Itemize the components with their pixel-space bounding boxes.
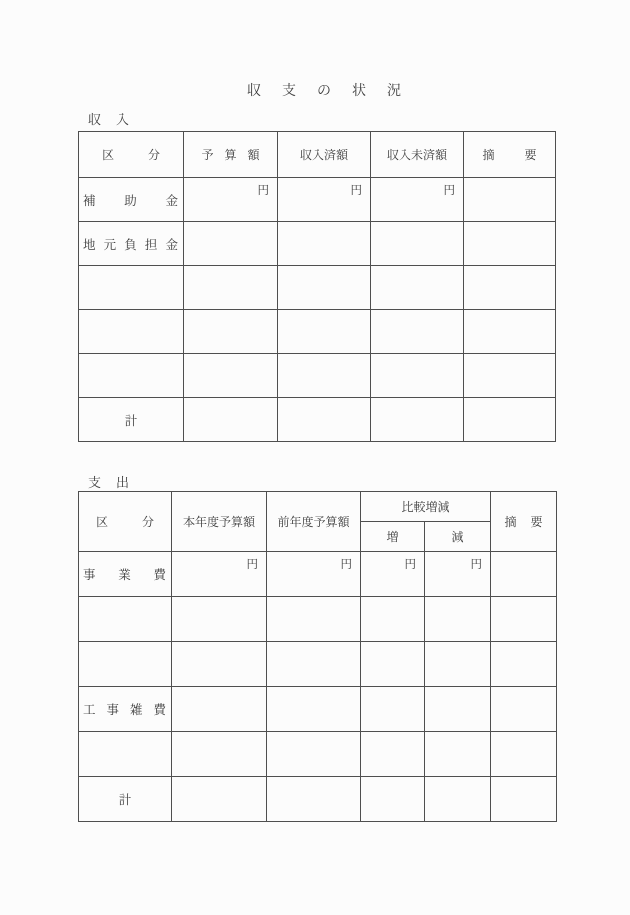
- yen-unit-label: 円: [340, 559, 352, 571]
- income-header-remarks: [464, 132, 556, 178]
- increase-cell: [361, 687, 425, 732]
- remarks-cell: [464, 266, 556, 310]
- expense-header-comparison-label: 比較増減: [401, 500, 450, 514]
- total-label-cell: 計: [79, 777, 172, 822]
- category-cell: [79, 687, 172, 732]
- remarks-cell: [464, 178, 556, 222]
- page-title: 収支の状況: [247, 84, 422, 99]
- expense-row-total: [79, 777, 557, 822]
- expense-header-decrease-label: 減: [451, 530, 464, 544]
- yen-unit-label: 円: [470, 559, 483, 571]
- received-amount-cell: [278, 354, 371, 398]
- outstanding-amount-cell: [371, 266, 464, 310]
- category-label: 工 事 雑 費: [83, 703, 166, 717]
- expense-header-previous-budget: [267, 492, 361, 552]
- remarks-cell: [491, 642, 557, 687]
- expense-header-current-budget-label: 本年度予算額: [182, 515, 255, 529]
- expense-header-increase-label: 増: [386, 530, 399, 544]
- current-budget-cell: [172, 642, 267, 687]
- expense-row-empty: [79, 732, 557, 777]
- income-table: [78, 131, 556, 442]
- category-cell: [79, 354, 184, 398]
- income-header-category-label: 区 分: [102, 148, 160, 162]
- decrease-cell: [425, 732, 491, 777]
- category-cell: [79, 552, 172, 597]
- category-cell: [79, 732, 172, 777]
- expense-row-empty: [79, 597, 557, 642]
- received-amount-cell: [278, 222, 371, 266]
- current-budget-cell: [172, 597, 267, 642]
- remarks-cell: [491, 552, 557, 597]
- increase-cell: [361, 642, 425, 687]
- income-header-outstanding-label: 収入未済額: [386, 148, 447, 162]
- increase-cell: [361, 597, 425, 642]
- budget-amount-cell: [184, 222, 278, 266]
- income-row-empty: [79, 266, 556, 310]
- category-cell: [79, 642, 172, 687]
- decrease-cell: [425, 777, 491, 822]
- yen-unit-label: 円: [404, 559, 416, 571]
- decrease-cell: [425, 552, 491, 597]
- income-row-local-share: [79, 222, 556, 266]
- income-row-empty: [79, 354, 556, 398]
- income-header-outstanding: [371, 132, 464, 178]
- income-row-empty: [79, 310, 556, 354]
- budget-amount-cell: [184, 266, 278, 310]
- expense-header-category: [79, 492, 172, 552]
- expense-row-construction-misc: [79, 687, 557, 732]
- previous-budget-cell: [267, 552, 361, 597]
- current-budget-cell: [172, 687, 267, 732]
- category-cell: [79, 222, 184, 266]
- expense-header-decrease: [425, 522, 491, 552]
- category-cell: [79, 310, 184, 354]
- remarks-cell: [491, 597, 557, 642]
- category-label: 補 助 金: [83, 193, 178, 208]
- decrease-cell: [425, 597, 491, 642]
- expense-row-empty: [79, 642, 557, 687]
- category-cell: [79, 178, 184, 222]
- expense-header-category-label: 区 分: [96, 515, 154, 529]
- yen-unit-label: 円: [246, 559, 258, 571]
- income-header-category: [79, 132, 184, 178]
- income-row-subsidy: [79, 178, 556, 222]
- expense-header-comparison: [361, 492, 491, 522]
- increase-cell: [361, 552, 425, 597]
- previous-budget-cell: [267, 597, 361, 642]
- total-label-cell: 計: [79, 398, 184, 442]
- budget-amount-cell: [184, 178, 278, 222]
- current-budget-cell: [172, 777, 267, 822]
- income-section-label: 収入: [88, 112, 145, 127]
- yen-unit-label: 円: [350, 185, 362, 197]
- received-amount-cell: [278, 398, 371, 442]
- decrease-cell: [425, 642, 491, 687]
- remarks-cell: [464, 222, 556, 266]
- previous-budget-cell: [267, 642, 361, 687]
- received-amount-cell: [278, 310, 371, 354]
- expense-section-label: 支出: [88, 475, 145, 490]
- expense-header-remarks: [491, 492, 557, 552]
- income-header-received-label: 収入済額: [299, 148, 348, 162]
- received-amount-cell: [278, 266, 371, 310]
- outstanding-amount-cell: [371, 178, 464, 222]
- remarks-cell: [464, 354, 556, 398]
- expense-table: [78, 491, 557, 822]
- remarks-cell: [491, 777, 557, 822]
- expense-header-current-budget: [172, 492, 267, 552]
- increase-cell: [361, 732, 425, 777]
- budget-amount-cell: [184, 354, 278, 398]
- income-row-total: [79, 398, 556, 442]
- income-header-received: [278, 132, 371, 178]
- income-header-budget-label: 予 算 額: [201, 148, 260, 162]
- expense-header-remarks-label: 摘 要: [504, 515, 543, 529]
- category-label: 地 元 負 担 金: [83, 237, 178, 252]
- outstanding-amount-cell: [371, 310, 464, 354]
- income-header-budget: [184, 132, 278, 178]
- income-header-row: [79, 132, 556, 178]
- received-amount-cell: [278, 178, 371, 222]
- category-cell: [79, 597, 172, 642]
- decrease-cell: [425, 687, 491, 732]
- yen-unit-label: 円: [257, 185, 269, 197]
- current-budget-cell: [172, 552, 267, 597]
- outstanding-amount-cell: [371, 354, 464, 398]
- remarks-cell: [464, 310, 556, 354]
- current-budget-cell: [172, 732, 267, 777]
- budget-amount-cell: [184, 310, 278, 354]
- expense-row-project-cost: [79, 552, 557, 597]
- expense-header-previous-budget-label: 前年度予算額: [277, 515, 350, 529]
- yen-unit-label: 円: [443, 185, 455, 197]
- budget-amount-cell: [184, 398, 278, 442]
- income-header-remarks-label: 摘 要: [482, 148, 537, 162]
- increase-cell: [361, 777, 425, 822]
- previous-budget-cell: [267, 687, 361, 732]
- category-label: 事 業 費: [83, 568, 166, 582]
- outstanding-amount-cell: [371, 222, 464, 266]
- remarks-cell: [464, 398, 556, 442]
- previous-budget-cell: [267, 732, 361, 777]
- category-cell: [79, 266, 184, 310]
- remarks-cell: [491, 687, 557, 732]
- outstanding-amount-cell: [371, 398, 464, 442]
- previous-budget-cell: [267, 777, 361, 822]
- remarks-cell: [491, 732, 557, 777]
- expense-header-increase: [361, 522, 425, 552]
- expense-header-row-1: [79, 492, 557, 522]
